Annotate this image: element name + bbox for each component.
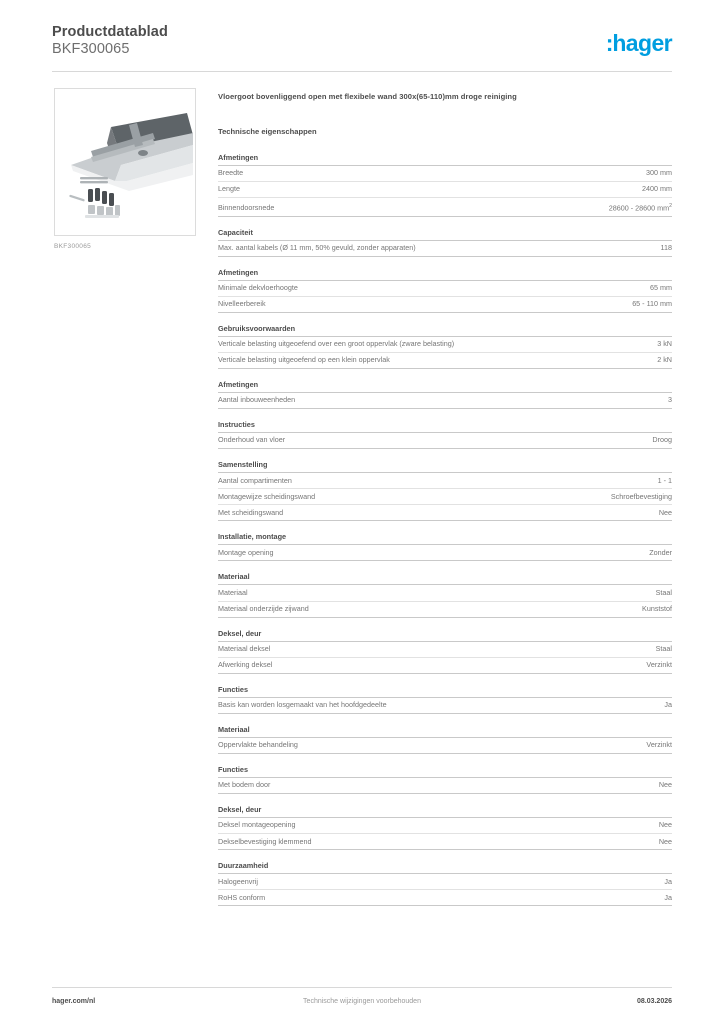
spec-key: Binnendoorsnede [218, 202, 275, 212]
spec-value: Staal [655, 644, 672, 654]
spec-value: 65 mm [650, 283, 672, 293]
spec-value: Droog [652, 435, 672, 445]
spec-row [218, 778, 672, 794]
spec-value: 2400 mm [642, 184, 672, 194]
spec-key: Aantal inbouweenheden [218, 395, 296, 405]
spec-group [218, 460, 672, 521]
spec-group-heading: Materiaal [218, 725, 672, 738]
spec-group-heading: Instructies [218, 420, 672, 433]
spec-row [218, 198, 672, 216]
spec-key: Oppervlakte behandeling [218, 740, 298, 750]
spec-row [218, 818, 672, 834]
spec-group [218, 685, 672, 714]
product-figure [54, 88, 196, 250]
spec-key: Onderhoud van vloer [218, 435, 286, 445]
spec-key: Montagewijze scheidingswand [218, 491, 316, 501]
header-divider [52, 71, 672, 72]
product-description: Vloergoot bovenliggend open met flexibele wand 300x(65-110)mm droge reiniging [218, 92, 517, 101]
footer-date: 08.03.2026 [636, 997, 673, 1005]
spec-row [218, 166, 672, 182]
spec-row [218, 241, 672, 257]
logo-wordmark: hager [612, 30, 672, 56]
page-title: Productdatablad [52, 24, 168, 40]
spec-key: Dekselbevestiging klemmend [218, 836, 312, 846]
spec-group [218, 324, 672, 369]
spec-row [218, 738, 672, 754]
spec-content [218, 92, 672, 917]
spec-group [218, 153, 672, 217]
spec-group-heading: Installatie, montage [218, 532, 672, 545]
spec-key: Afwerking deksel [218, 660, 273, 670]
spec-value: 118 [660, 243, 672, 253]
spec-key: Verticale belasting uitgeoefend op een klein oppervlak [218, 355, 390, 365]
spec-group-heading: Materiaal [218, 572, 672, 585]
spec-key: Breedte [218, 168, 244, 178]
logo-colon-icon: : [605, 30, 613, 56]
spec-row [218, 182, 672, 198]
spec-value: 3 kN [657, 339, 672, 349]
spec-key: Materiaal [218, 587, 248, 597]
spec-group [218, 532, 672, 561]
spec-group-heading: Afmetingen [218, 268, 672, 281]
spec-value: 1 - 1 [657, 475, 672, 485]
spec-group-heading: Capaciteit [218, 228, 672, 241]
spec-group-heading: Samenstelling [218, 460, 672, 473]
spec-group-heading: Deksel, deur [218, 805, 672, 818]
spec-row [218, 874, 672, 890]
spec-groups [218, 153, 672, 906]
spec-group-heading: Deksel, deur [218, 629, 672, 642]
spec-row [218, 433, 672, 449]
spec-key: Halogeenvrij [218, 876, 258, 886]
spec-group [218, 420, 672, 449]
spec-row [218, 393, 672, 409]
spec-group-heading: Afmetingen [218, 380, 672, 393]
spec-key: Met scheidingswand [218, 507, 284, 517]
spec-value: Ja [664, 700, 672, 710]
spec-value: Nee [658, 780, 672, 790]
spec-value: Schroefbevestiging [610, 491, 672, 501]
footer-divider [52, 987, 672, 988]
spec-value-superscript: 2 [669, 202, 672, 209]
spec-key: Minimale dekvloerhoogte [218, 283, 298, 293]
spec-row [218, 698, 672, 714]
spec-key: Basis kan worden losgemaakt van het hoofdgedeelte [218, 700, 387, 710]
spec-value-text: 28600 - 28600 mm [608, 202, 670, 212]
spec-group-heading: Duurzaamheid [218, 861, 672, 874]
floor-trunking-illustration [55, 89, 195, 235]
spec-group [218, 765, 672, 794]
spec-value: 65 - 110 mm [632, 299, 672, 309]
spec-value: Ja [664, 892, 672, 902]
spec-key: Met bodem door [218, 780, 271, 790]
spec-group-heading: Functies [218, 685, 672, 698]
product-reference: BKF300065 [52, 41, 130, 57]
page-footer [52, 994, 672, 1008]
spec-value: 300 mm [646, 168, 672, 178]
spec-value: Nee [658, 507, 672, 517]
spec-row [218, 658, 672, 674]
spec-group [218, 725, 672, 754]
spec-row [218, 545, 672, 561]
spec-value: Verzinkt [646, 740, 672, 750]
spec-row [218, 473, 672, 489]
spec-group-heading: Functies [218, 765, 672, 778]
spec-value: Verzinkt [646, 660, 672, 670]
spec-value: Zonder [649, 547, 672, 557]
footer-disclaimer: Technische wijzigingen voorbehouden [303, 997, 421, 1005]
spec-group [218, 228, 672, 257]
spec-value [599, 202, 672, 213]
product-image [54, 88, 196, 236]
spec-group [218, 805, 672, 850]
spec-value: Nee [658, 836, 672, 846]
spec-row [218, 281, 672, 297]
spec-key: Lengte [218, 184, 240, 194]
footer-website[interactable]: hager.com/nl [52, 997, 96, 1005]
spec-key: RoHS conform [218, 892, 266, 902]
spec-value: Staal [655, 587, 672, 597]
spec-group [218, 861, 672, 906]
spec-value: Ja [664, 876, 672, 886]
spec-row [218, 337, 672, 353]
spec-key: Materiaal deksel [218, 644, 271, 654]
spec-row [218, 834, 672, 850]
spec-key: Deksel montageopening [218, 820, 296, 830]
spec-key: Montage opening [218, 547, 274, 557]
spec-value: 3 [668, 395, 672, 405]
spec-row [218, 505, 672, 521]
spec-row [218, 602, 672, 618]
spec-key: Materiaal onderzijde zijwand [218, 603, 309, 613]
technical-properties-label: Technische eigenschappen [218, 127, 317, 136]
spec-row [218, 585, 672, 601]
spec-key: Aantal compartimenten [218, 475, 292, 485]
spec-group [218, 629, 672, 674]
spec-group [218, 268, 672, 313]
spec-value: Kunststof [642, 603, 672, 613]
spec-group [218, 380, 672, 409]
spec-group-heading: Gebruiksvoorwaarden [218, 324, 672, 337]
product-caption: BKF300065 [54, 243, 92, 250]
hager-logo [606, 30, 672, 56]
spec-key: Nivelleerbereik [218, 299, 266, 309]
spec-value: Nee [658, 820, 672, 830]
spec-key: Verticale belasting uitgeoefend over een groot oppervlak (zware belasting) [218, 339, 455, 349]
spec-group-heading: Afmetingen [218, 153, 672, 166]
spec-key: Max. aantal kabels (Ø 11 mm, 50% gevuld, zonder apparaten) [218, 243, 416, 253]
spec-group [218, 572, 672, 617]
spec-row [218, 642, 672, 658]
spec-value: 2 kN [657, 355, 672, 365]
spec-row [218, 489, 672, 505]
spec-row [218, 890, 672, 906]
spec-row [218, 353, 672, 369]
page-header [52, 24, 672, 68]
spec-row [218, 297, 672, 313]
